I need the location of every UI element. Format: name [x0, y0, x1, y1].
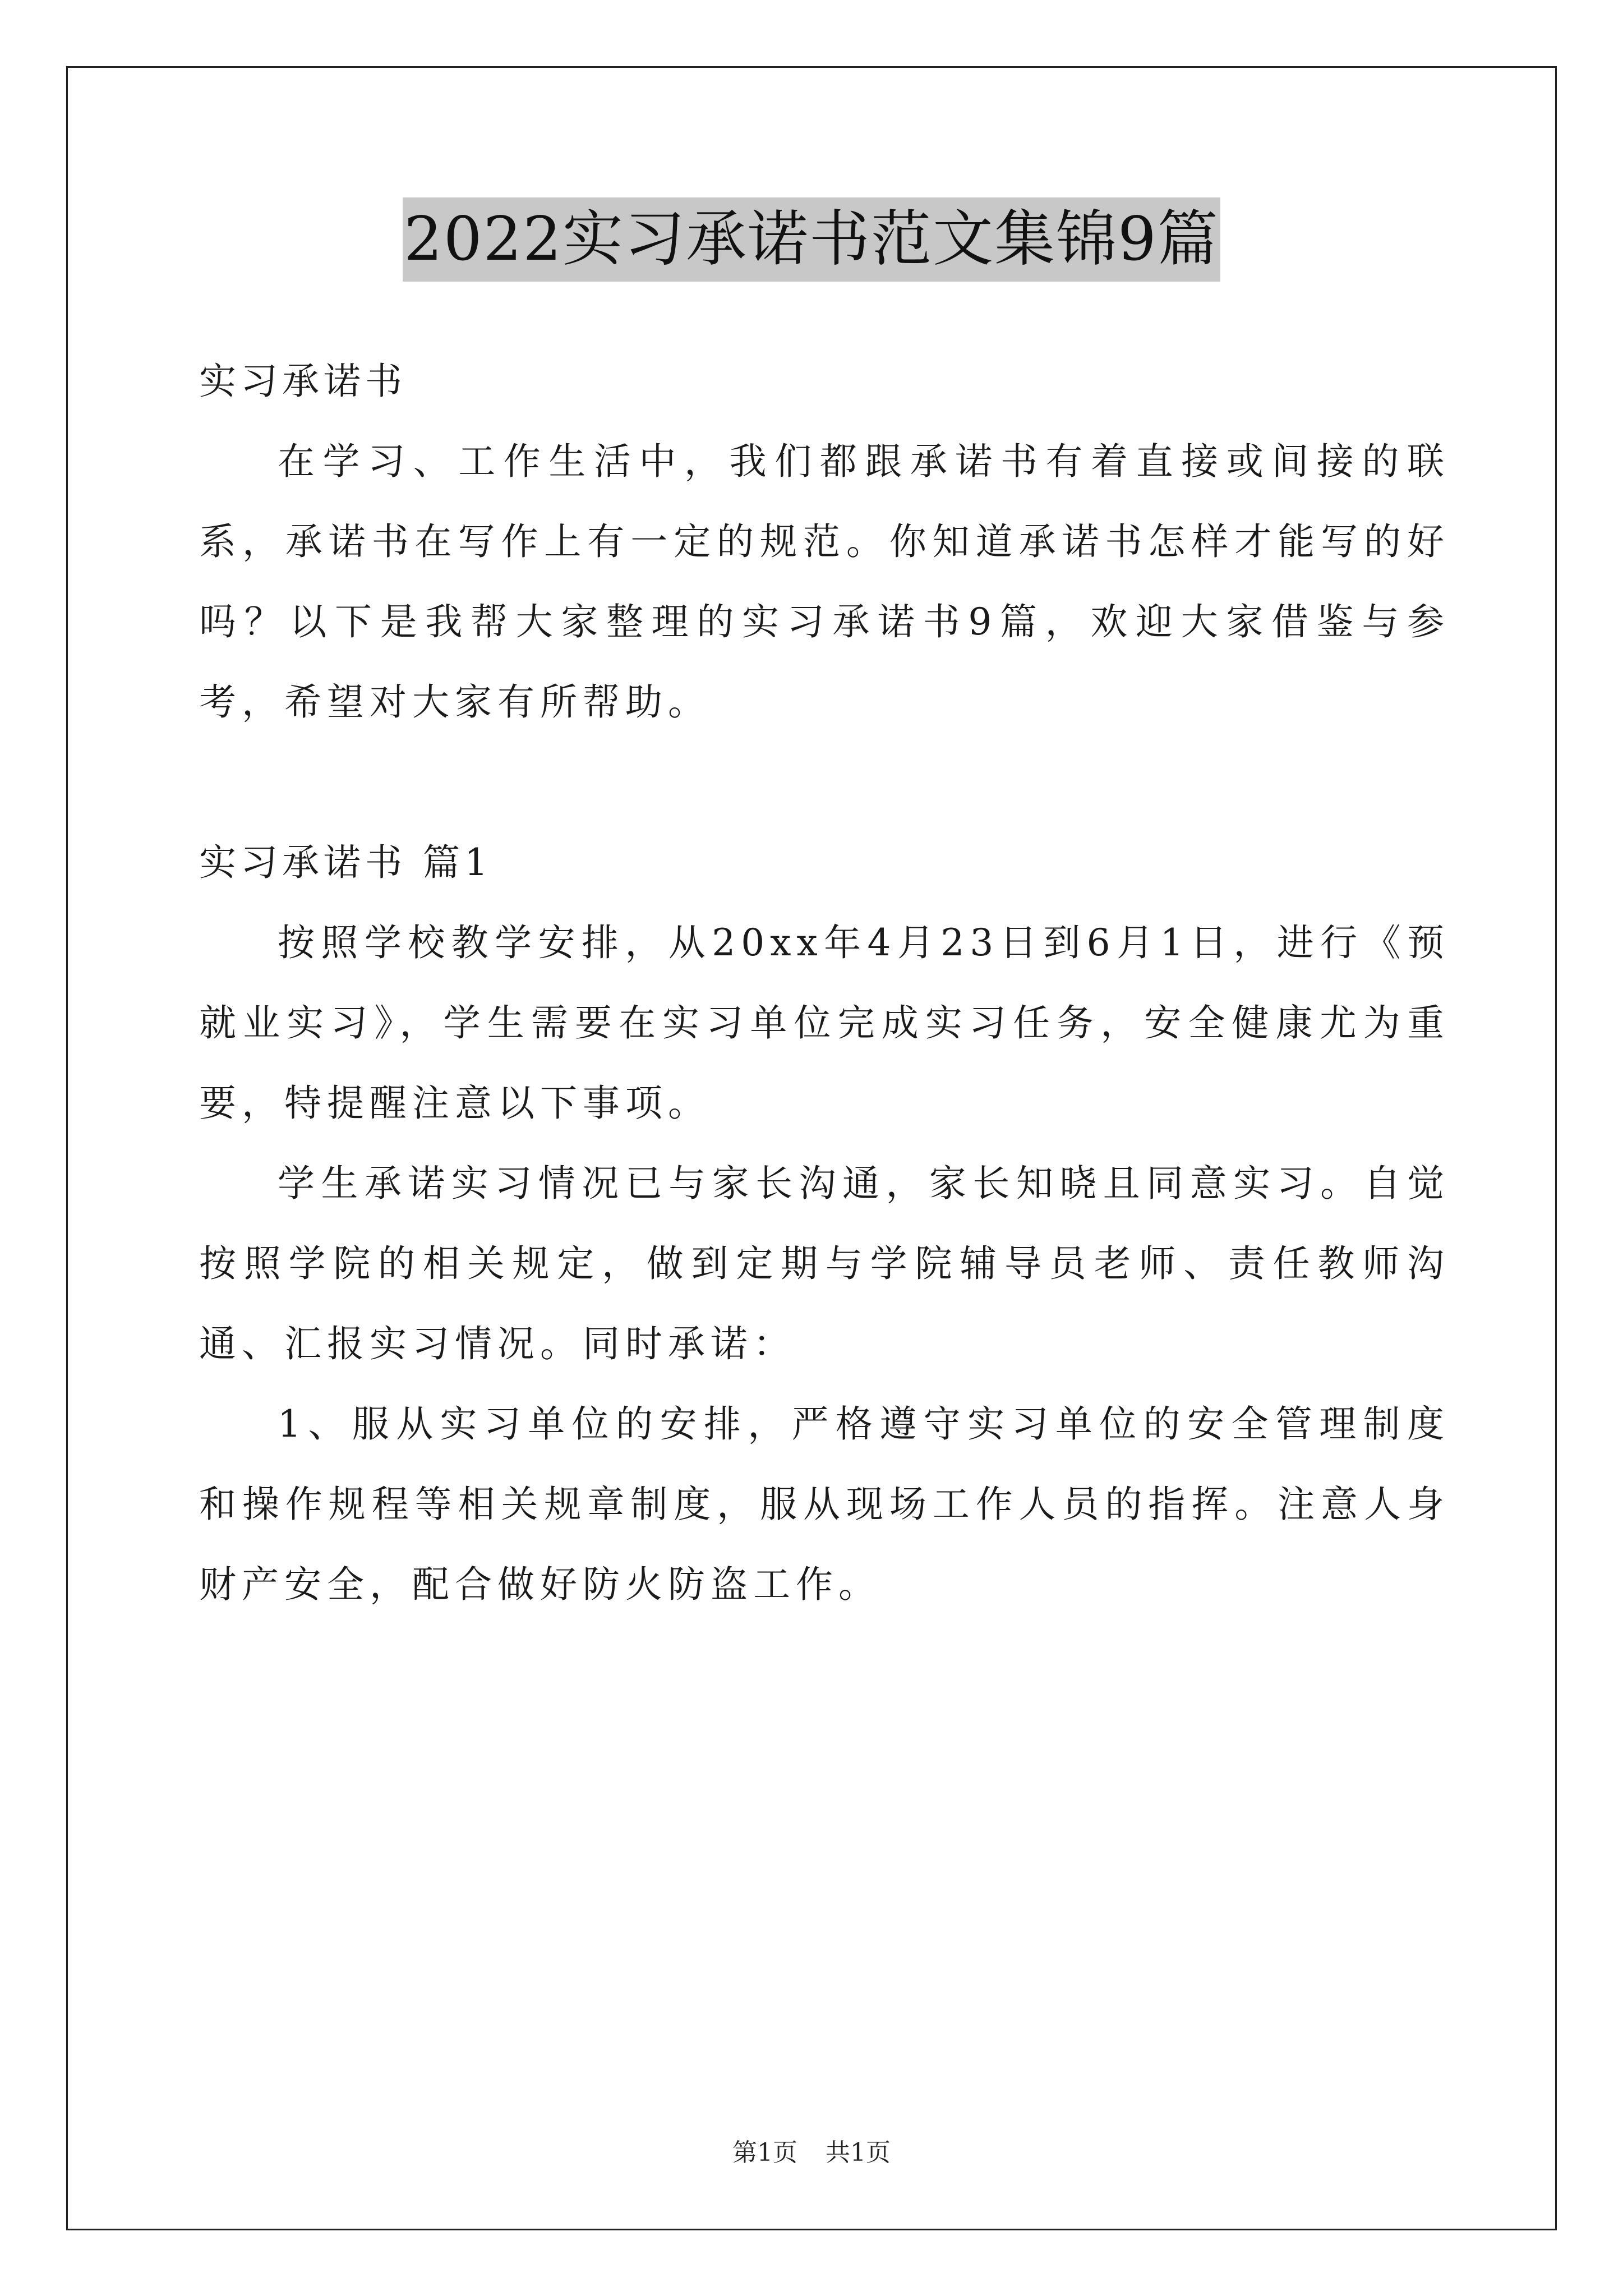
- page-number-current: 第1页: [732, 2138, 797, 2167]
- section-heading-part1: 实习承诺书 篇1: [199, 841, 492, 884]
- paragraph-arrangement: 按照学校教学安排，从20xx年4月23日到6月1日，进行《预就业实习》，学生需要在实习单位完成实习任务，安全健康尤为重要，特提醒注意以下事项。: [199, 921, 1450, 1125]
- document-body: [199, 341, 1450, 1625]
- page-number-total: 共1页: [826, 2138, 891, 2167]
- page-footer: [0, 2136, 1623, 2170]
- section-heading-intro: 实习承诺书: [199, 360, 407, 403]
- spacer: [199, 742, 1450, 822]
- paragraph-item-1: 1、服从实习单位的安排，严格遵守实习单位的安全管理制度和操作规程等相关规章制度，服从现场工作人员的指挥。注意人身财产安全，配合做好防火防盗工作。: [199, 1402, 1450, 1606]
- title-container: [0, 197, 1623, 282]
- intro-paragraph: 在学习、工作生活中，我们都跟承诺书有着直接或间接的联系，承诺书在写作上有一定的规范。你知道承诺书怎样才能写的好吗？以下是我帮大家整理的实习承诺书9篇，欢迎大家借鉴与参考，希望对大家有所帮助。: [199, 440, 1450, 724]
- document-title: 2022实习承诺书范文集锦9篇: [403, 197, 1220, 282]
- paragraph-commitment: 学生承诺实习情况已与家长沟通，家长知晓且同意实习。自觉按照学院的相关规定，做到定期与学院辅导员老师、责任教师沟通、汇报实习情况。同时承诺：: [199, 1162, 1450, 1365]
